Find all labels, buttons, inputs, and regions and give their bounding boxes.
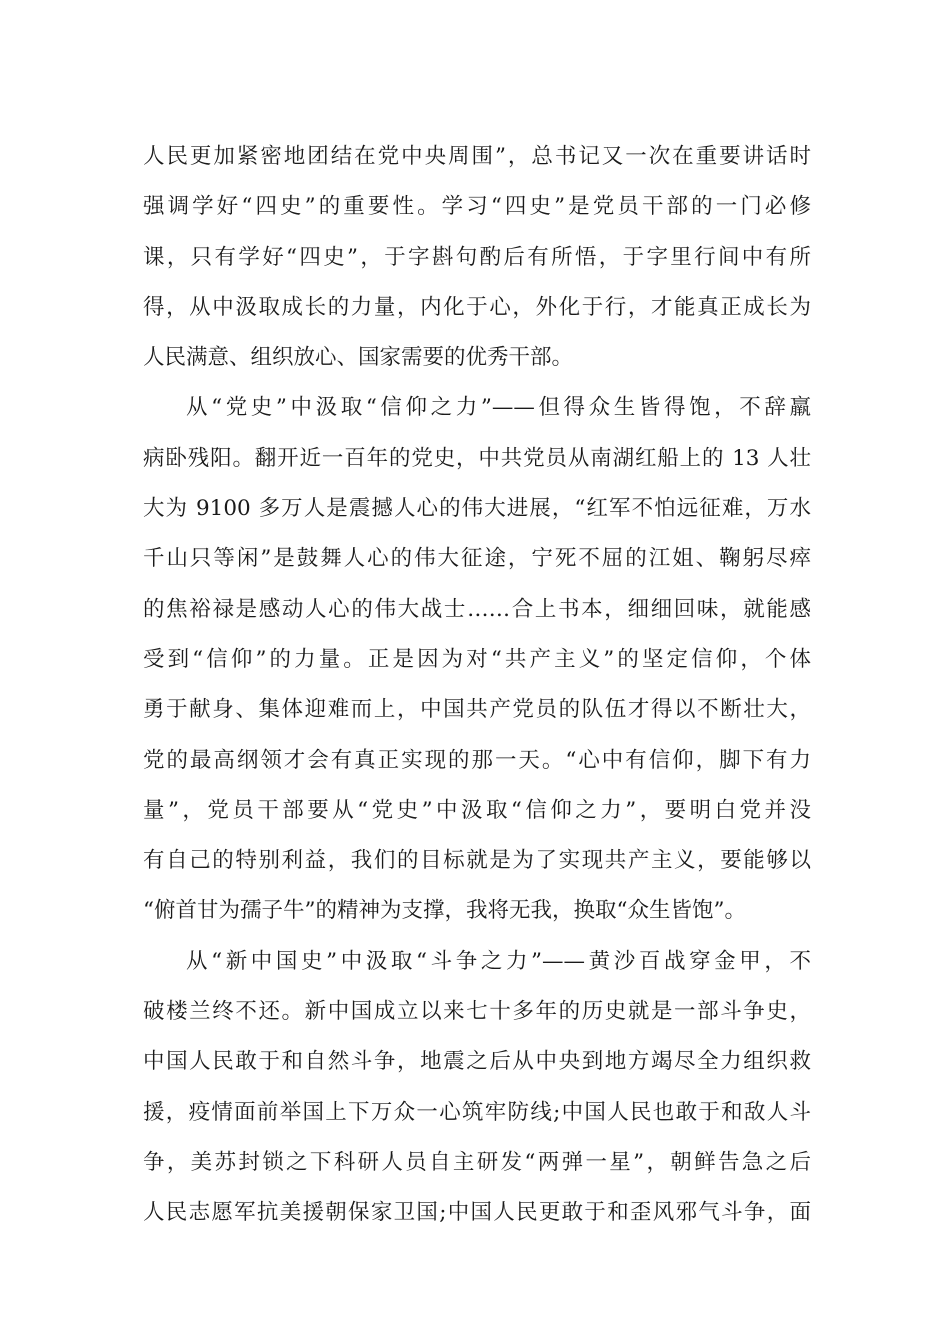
text-line: 课，只有学好“四史”，于字斟句酌后有所悟，于字里行间中有所 [143, 244, 811, 270]
text-line: 人民更加紧密地团结在党中央周围”，总书记又一次在重要讲话时 [143, 144, 811, 169]
text-line: 争，美苏封锁之下科研人员自主研发“两弹一星”，朝鲜告急之后 [143, 1149, 811, 1175]
text-line: 破楼兰终不还。新中国成立以来七十多年的历史就是一部斗争史， [143, 999, 811, 1025]
text-line: 人民志愿军抗美援朝保家卫国;中国人民更敢于和歪风邪气斗争，面 [143, 1200, 811, 1226]
text-line: 受到“信仰”的力量。正是因为对“共产主义”的坚定信仰，个体 [143, 646, 811, 672]
text-line: 人民满意、组织放心、国家需要的优秀干部。 [143, 345, 574, 371]
paragraph-3 [143, 937, 811, 1239]
text-line: 的焦裕禄是感动人心的伟大战士……合上书本，细细回味，就能感 [143, 596, 811, 622]
text-line: 强调学好“四史”的重要性。学习“四史”是党员干部的一门必修 [143, 194, 811, 220]
text-line: 中国人民敢于和自然斗争，地震之后从中央到地方竭尽全力组织救 [143, 1049, 811, 1075]
text-line: 勇于献身、集体迎难而上，中国共产党员的队伍才得以不断壮大， [143, 697, 811, 723]
text-line: 从“新中国史”中汲取“斗争之力”——黄沙百战穿金甲，不 [186, 948, 811, 974]
text-line: “俯首甘为孺子牛”的精神为支撑，我将无我，换取“众生皆饱”。 [143, 898, 746, 924]
text-line: 有自己的特别利益，我们的目标就是为了实现共产主义，要能够以 [143, 848, 811, 874]
text-line: 千山只等闲”是鼓舞人心的伟大征途，宁死不屈的江姐、鞠躬尽瘁 [143, 546, 811, 572]
text-line: 党的最高纲领才会有真正实现的那一天。“心中有信仰，脚下有力 [143, 747, 811, 773]
text-line: 病卧残阳。翻开近一百年的党史，中共党员从南湖红船上的 13 人壮 [143, 445, 811, 471]
text-line: 大为 9100 多万人是震撼人心的伟大进展，“红军不怕远征难，万水 [143, 496, 811, 522]
text-line: 从“党史”中汲取“信仰之力”——但得众生皆得饱，不辞羸 [186, 395, 811, 421]
paragraph-2 [143, 383, 811, 936]
body-text [143, 132, 811, 1239]
text-line: 得，从中汲取成长的力量，内化于心，外化于行，才能真正成长为 [143, 294, 811, 320]
paragraph-1 [143, 132, 811, 383]
text-line: 援，疫情面前举国上下万众一心筑牢防线;中国人民也敢于和敌人斗 [143, 1099, 811, 1125]
text-line: 量”，党员干部要从“党史”中汲取“信仰之力”，要明白党并没 [143, 797, 811, 823]
